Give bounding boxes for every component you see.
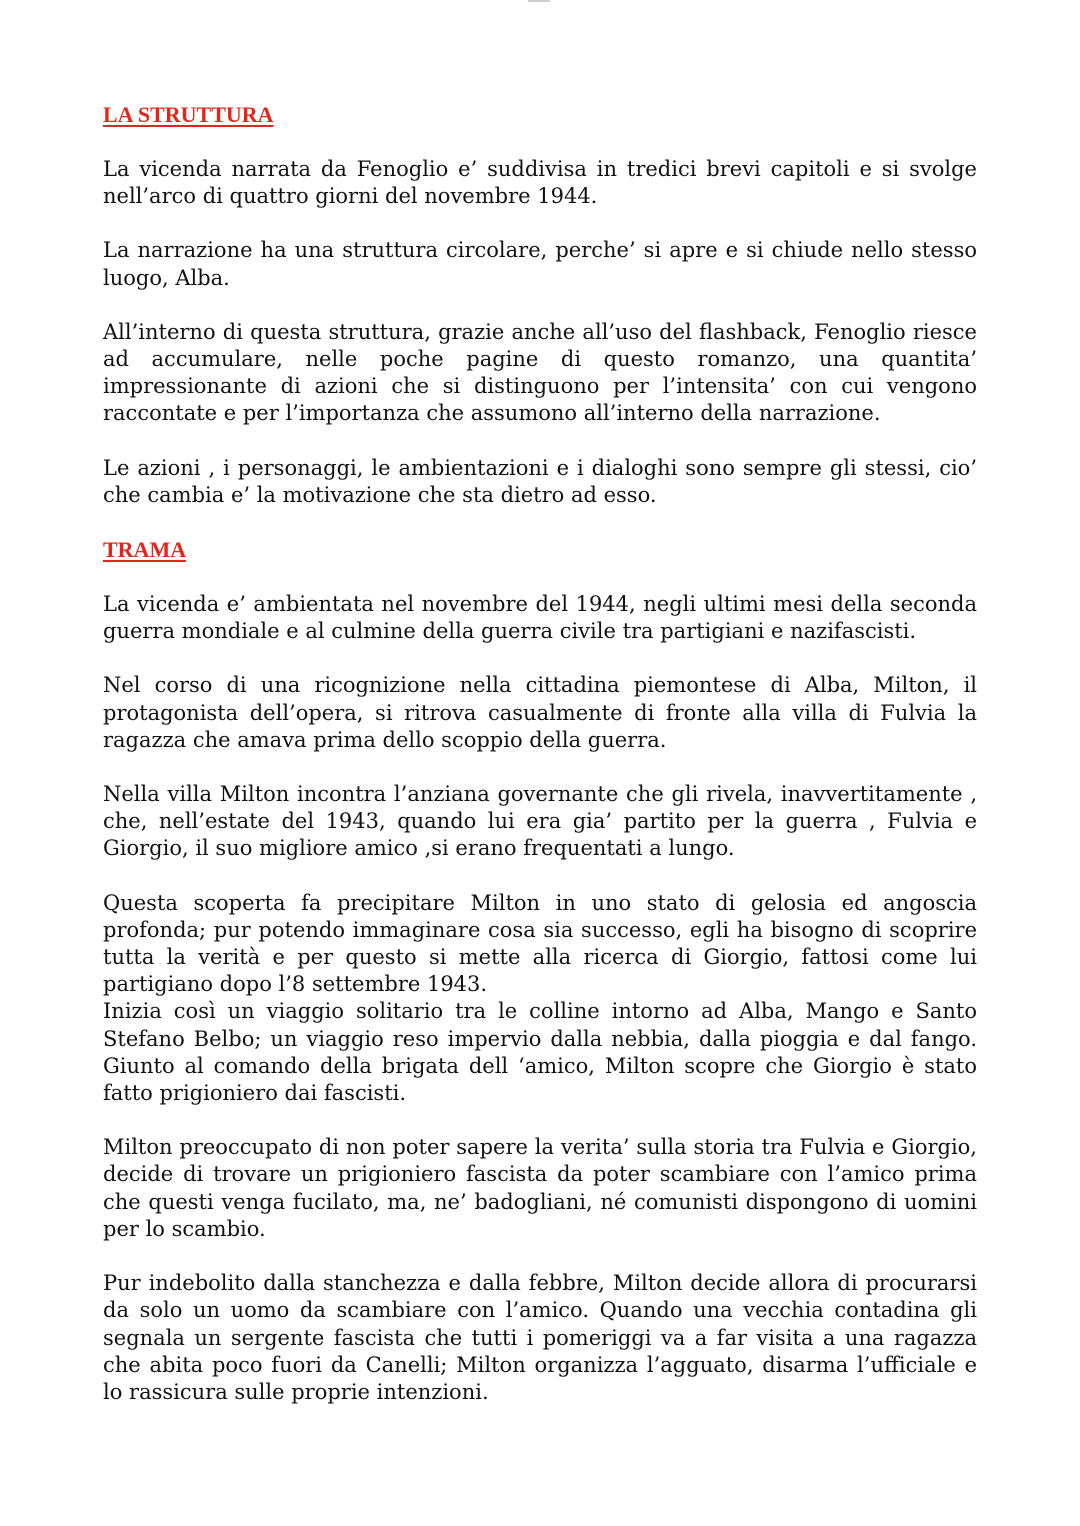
paragraph: Milton preoccupato di non poter sapere la verita’ sulla storia tra Fulvia e Giorgio, decide di trovare un prigioniero fascista da poter scambiare con l’amico prima che questi venga fucilato, ma, ne’ badogliani, né comunisti dispongono di uomini per lo scambio. [103,1135,977,1241]
paragraph: La vicenda e’ ambientata nel novembre del 1944, negli ultimi mesi della seconda guerra mondiale e al culmine della guerra civile tra partigiani e nazifascisti. [103,592,977,644]
paragraph: Nel corso di una ricognizione nella cittadina piemontese di Alba, Milton, il protagonista dell’opera, si ritrova casualmente di fronte alla villa di Fulvia la ragazza che amava prima dello scoppio della guerra. [103,673,977,752]
paragraph: La narrazione ha una struttura circolare, perche’ si apre e si chiude nello stesso luogo, Alba. [103,238,977,290]
section-trama [103,536,977,1406]
section-heading: LA STRUTTURA [103,102,274,127]
section-struttura [103,101,977,509]
section-heading: TRAMA [103,537,187,563]
paragraph: Nella villa Milton incontra l’anziana governante che gli rivela, inavvertitamente , che, nell’estate del 1943, quando lui era gia’ partito per la guerra , Fulvia e Giorgio, il suo migliore amico ,si erano frequentati a lungo. [103,782,977,861]
paragraph: Questa scoperta fa precipitare Milton in uno stato di gelosia ed angoscia profonda; pur potendo immaginare cosa sia successo, egli ha bisogno di scoprire tutta la verità e per questo si mette alla ricerca di Giorgio, fattosi come lui partigiano dopo l’8 settembre 1943. [103,890,977,997]
paragraph: La vicenda narrata da Fenoglio e’ suddivisa in tredici brevi capitoli e si svolge nell’arco di quattro giorni del novembre 1944. [103,157,977,209]
page-top-mark [528,0,550,2]
paragraph: Pur indebolito dalla stanchezza e dalla febbre, Milton decide allora di procurarsi da solo un uomo da scambiare con l’amico. Quando una vecchia contadina gli segnala un sergente fascista che tutti i pomeriggi va a far visita a una ragazza che abita poco fuori da Canelli; Milton organizza l’agguato, disarma l’ufficiale e lo rassicura sulle proprie intenzioni. [103,1271,977,1404]
paragraph: Le azioni , i personaggi, le ambientazioni e i dialoghi sono sempre gli stessi, cio’ che cambia e’ la motivazione che sta dietro ad esso. [103,455,977,507]
document-page [103,101,977,1433]
paragraph: Inizia così un viaggio solitario tra le colline intorno ad Alba, Mango e Santo Stefano Belbo; un viaggio reso impervio dalla nebbia, dalla pioggia e dal fango. Giunto al comando della brigata dell ‘amico, Milton scopre che Giorgio è stato fatto prigioniero dai fascisti. [103,999,977,1106]
paragraph: All’interno di questa struttura, grazie anche all’uso del flashback, Fenoglio riesce ad accumulare, nelle poche pagine di questo romanzo, una quantita’ impressionante di azioni che si distinguono per l’intensita’ con cui vengono raccontate e per l’importanza che assumono all’interno della narrazione. [103,319,977,426]
